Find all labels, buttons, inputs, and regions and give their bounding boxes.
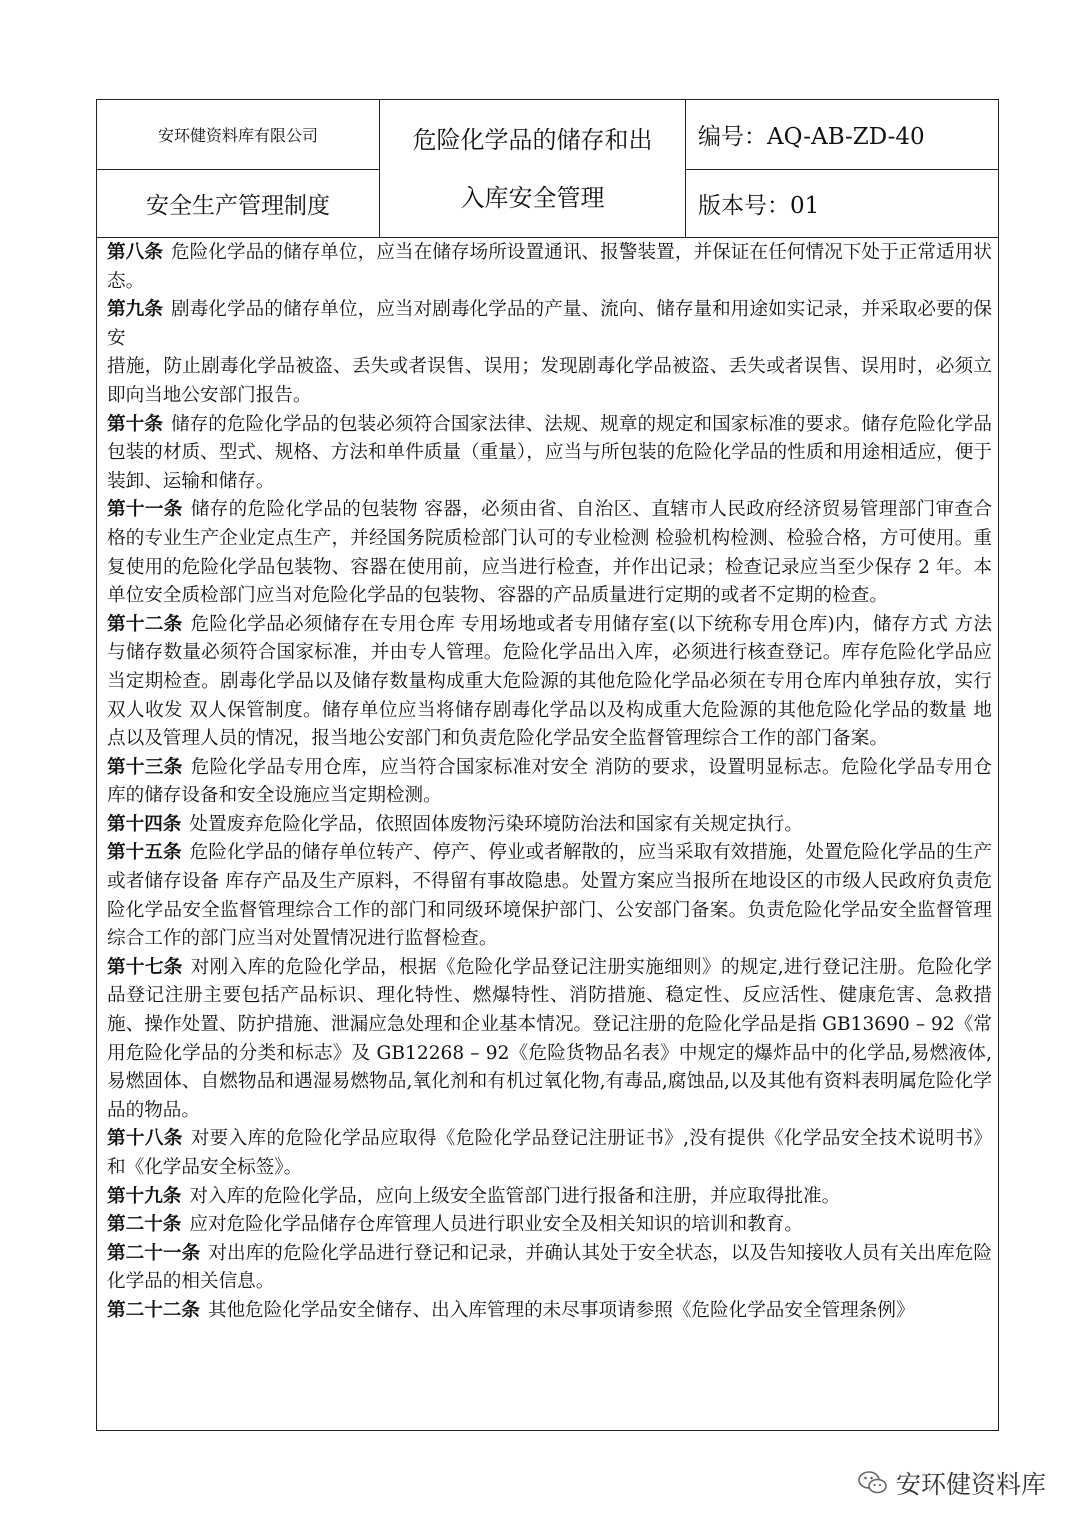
document-body [107,239,992,1326]
article-text: 危险化学品的储存单位转产、停产、停业或者解散的，应当采取有效措施，处置危险化学品的生产或者储存设备 库存产品及生产原料，不得留有事故隐患。处置方案应当报所在地设区的市级人民政府负责危险化学品安全监督管理综合工作的部门和同级环境保护部门、公安部门备案。负责危险化学品安全监督管理综合工作的部门应当对处置情况进行监督检查。 [107,842,992,950]
article-text: 对入库的危险化学品，应向上级安全监管部门进行报备和注册，并应取得批准。 [189,1185,841,1207]
article-text: 其他危险化学品安全储存、出入库管理的未尽事项请参照《危险化学品安全管理条例》 [207,1299,915,1321]
article-number: 第十二条 [107,613,183,635]
article-paragraph [107,1183,992,1212]
article-text: 剧毒化学品的储存单位，应当对剧毒化学品的产量、流向、储存量和用途如实记录，并采取必要的保安 [107,299,992,349]
document-title [380,100,686,237]
article-number: 第十三条 [107,756,183,778]
system-category: 安全生产管理制度 [97,170,380,237]
header-table [97,100,998,238]
article-paragraph [107,1125,992,1182]
watermark-text: 安环健资料库 [895,1470,1046,1499]
article-paragraph [107,496,992,610]
document-frame [96,99,999,1431]
article-text: 储存的危险化学品的包装必须符合国家法律、法规、规章的规定和国家标准的要求。储存危险化学品包装的材质、型式、规格、方法和单件质量（重量），应当与所包装的危险化学品的性质和用途相适应，便于装卸、运输和储存。 [107,413,992,492]
article-number: 第十八条 [107,1128,183,1150]
article-paragraph [107,239,992,296]
article-paragraph [107,839,992,953]
article-text: 危险化学品必须储存在专用仓库 专用场地或者专用储存室(以下统称专用仓库)内，储存方式 方法与储存数量必须符合国家标准，并由专人管理。危险化学品出入库，必须进行核查登记。库存危险化学品应当定期检查。剧毒化学品以及储存数量构成重大危险源的其他危险化学品必须在专用仓库内单独存放，实行双人收发 双人保管制度。储存单位应当将储存剧毒化学品以及构成重大危险源的其他危险化学品的数量 地点以及管理人员的情况，报当地公安部门和负责危险化学品安全监督管理综合工作的部门备案。 [107,613,992,750]
article-paragraph [107,296,992,353]
article-paragraph [107,754,992,811]
title-line-2: 入库安全管理 [460,183,605,212]
article-paragraph [107,954,992,1126]
article-paragraph [107,611,992,754]
article-text: 储存的危险化学品的包装物 容器，必须由省、自治区、直辖市人民政府经济贸易管理部门审查合格的专业生产企业定点生产，并经国务院质检部门认可的专业检测 检验机构检测、检验合格，方可使用。重复使用的危险化学品包装物、容器在使用前，应当进行检查，并作出记录；检查记录应当至少保存 2 年。本单位安全质检部门应当对危险化学品的包装物、容器的产品质量进行定期的或者不定期的检查。 [107,499,992,607]
article-paragraph [107,411,992,497]
article-number: 第十七条 [107,956,183,978]
article-text: 措施，防止剧毒化学品被盗、丢失或者误售、误用；发现剧毒化学品被盗、丢失或者误售、误用时，必须立即向当地公安部门报告。 [107,356,992,406]
article-number: 第十条 [107,413,163,435]
article-text: 对出库的危险化学品进行登记和记录，并确认其处于安全状态，以及告知接收人员有关出库危险化学品的相关信息。 [107,1242,992,1293]
article-paragraph [107,1240,992,1297]
article-text: 对刚入库的危险化学品，根据《危险化学品登记注册实施细则》的规定,进行登记注册。危险化学品登记注册主要包括产品标识、理化特性、燃爆特性、消防措施、稳定性、反应活性、健康危害、急救措施、操作处置、防护措施、泄漏应急处理和企业基本情况。登记注册的危险化学品是指 GB13690 – 92《常用危险化学品的分类和标志》及 GB12268 – 92《危险货物品名表》中规定的爆炸品中的化学品,易燃液体,易燃固体、自燃物品和遇湿易燃物品,氧化剂和有机过氧化物,有毒品,腐蚀品,以及其他有资料表明属危险化学品的物品。 [107,956,992,1121]
article-continuation [107,353,992,410]
article-number: 第九条 [107,299,163,321]
article-text: 危险化学品的储存单位，应当在储存场所设置通讯、报警装置，并保证在任何情况下处于正常适用状态。 [107,242,992,292]
article-number: 第二十条 [107,1214,182,1236]
company-name: 安环健资料库有限公司 [97,100,380,170]
article-number: 第十一条 [107,499,183,521]
article-text: 应对危险化学品储存仓库管理人员进行职业安全及相关知识的培训和教育。 [189,1214,803,1236]
wechat-icon [858,1470,888,1496]
watermark [858,1465,1046,1501]
article-number: 第二十二条 [107,1299,200,1321]
version-number: 版本号：01 [698,193,820,219]
article-text: 对要入库的危险化学品应取得《危险化学品登记注册证书》,没有提供《化学品安全技术说明书》和《化学品安全标签》。 [107,1128,992,1178]
article-number: 第十九条 [107,1185,182,1207]
article-text: 危险化学品专用仓库，应当符合国家标准对安全 消防的要求，设置明显标志。危险化学品专用仓库的储存设备和安全设施应当定期检测。 [107,756,992,807]
article-text: 处置废弃危险化学品，依照固体废物污染环境防治法和国家有关规定执行。 [189,813,803,835]
article-paragraph [107,1211,992,1240]
article-paragraph [107,1297,992,1326]
article-number: 第二十一条 [107,1242,201,1264]
article-number: 第八条 [107,242,163,263]
article-number: 第十五条 [107,842,182,864]
document-code: 编号：AQ-AB-ZD-40 [686,100,998,170]
title-line-1: 危险化学品的储存和出 [412,125,653,154]
article-paragraph [107,811,992,840]
article-number: 第十四条 [107,813,182,835]
